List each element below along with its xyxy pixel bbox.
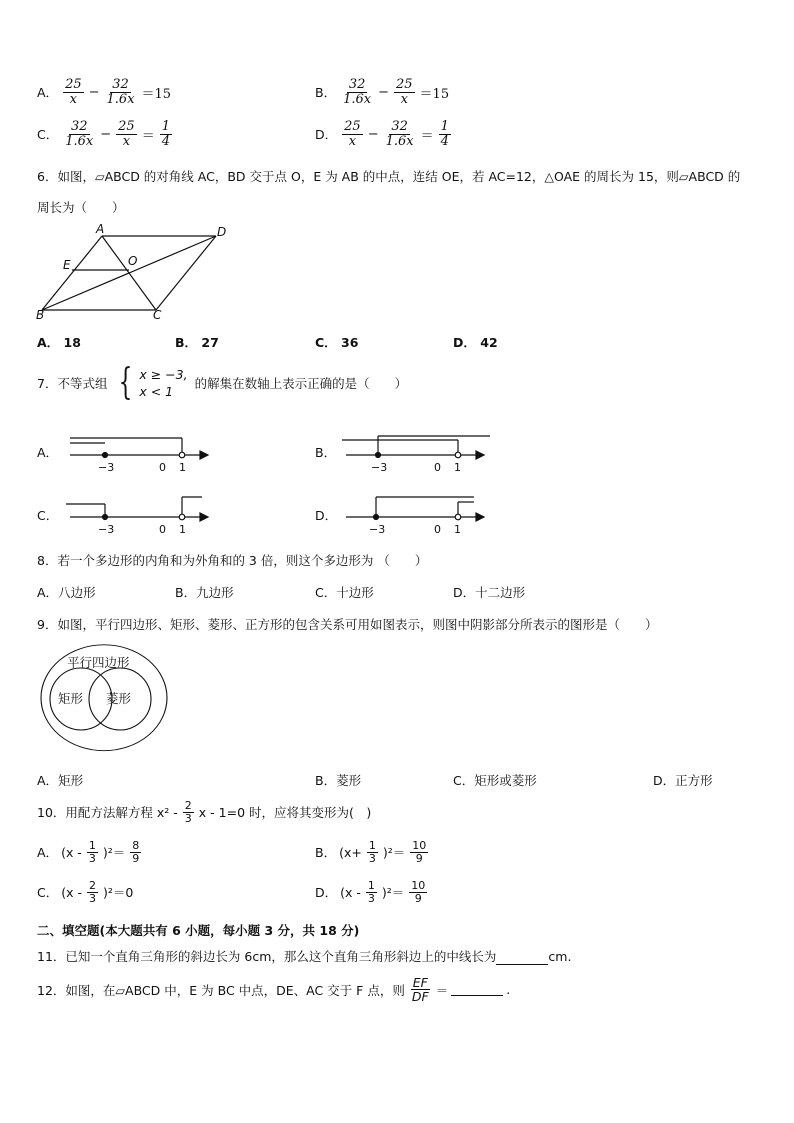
q5-option-c[interactable] [37, 120, 174, 148]
closed-dot [103, 453, 108, 458]
tick-label: −3 [371, 461, 388, 474]
side-dc [156, 236, 216, 310]
q10-option-d[interactable] [315, 880, 429, 904]
fraction: $\frac{10}{9}$ [412, 839, 427, 865]
expr-pre: (x - [61, 884, 82, 900]
q9-venn-diagram [37, 644, 171, 752]
q9-stem: 9．如图，平行四边形、矩形、菱形、正方形的包含关系可用如图表示，则图中阴影部分所表示的图形是（ ） [37, 617, 658, 632]
tick-label: 0 [434, 461, 441, 474]
q9-option-d[interactable]: D．正方形 [653, 773, 713, 788]
fraction: $\frac{2}{3}$ [184, 799, 192, 825]
option-label: B． [315, 85, 337, 101]
q10-option-a[interactable] [37, 840, 143, 864]
q8-option-a[interactable]: A．八边形 [37, 585, 96, 600]
equals-sign: ＝ [141, 128, 155, 144]
fraction: $\frac{25}{x}$ [65, 77, 82, 107]
operator: − [88, 84, 100, 100]
arrow-icon [200, 513, 208, 521]
q7-option-a-number-line[interactable] [62, 430, 212, 475]
q8-option-c[interactable]: C．十边形 [315, 585, 374, 600]
option-label: A． [37, 845, 59, 861]
q6-option-c[interactable]: C． 36 [315, 335, 359, 350]
expr-post: )²＝ [102, 845, 126, 861]
tick-label: 0 [159, 523, 166, 536]
q11-stem-line [37, 947, 571, 965]
open-dot [455, 514, 461, 520]
fraction: $\frac{1}{3}$ [368, 839, 376, 865]
point-label-d: D [217, 225, 227, 239]
fraction: $\frac{32}{1.6x}$ [343, 77, 372, 107]
tick-label: 1 [454, 461, 461, 474]
expr-pre: (x - [340, 884, 361, 900]
q10-option-c[interactable] [37, 880, 133, 904]
q5-option-a[interactable] [37, 78, 171, 106]
closed-dot [374, 515, 379, 520]
equation-rhs: ＝15 [141, 86, 172, 102]
q7-option-d-number-line[interactable] [338, 492, 498, 537]
inequality-1: x ≥ −3, [139, 366, 188, 382]
q12-end: . [506, 982, 511, 998]
tick-label: 1 [179, 461, 186, 474]
closed-dot [103, 515, 108, 520]
q10-stem [37, 800, 371, 824]
q7-option-d-label[interactable]: D． [315, 508, 338, 523]
operator: − [378, 84, 389, 100]
fraction: $\frac{25}{x}$ [118, 119, 135, 149]
q10-stem-pre: 10．用配方法解方程 x² - [37, 805, 178, 821]
q5-option-b[interactable] [315, 78, 449, 106]
q7-option-a-label[interactable]: A． [37, 445, 59, 460]
fraction: $\frac{32}{1.6x}$ [65, 119, 94, 149]
equals-sign: ＝ [435, 982, 449, 998]
open-dot [179, 452, 185, 458]
arrow-icon [476, 513, 484, 521]
brace-icon: { [119, 362, 133, 403]
tick-label: 1 [179, 523, 186, 536]
option-label: A． [37, 85, 59, 101]
inequality-2: x < 1 [139, 384, 174, 399]
open-dot [179, 514, 185, 520]
q7-option-b-label[interactable]: B． [315, 445, 337, 460]
q6-option-a[interactable]: A． 18 [37, 335, 81, 350]
answer-blank[interactable] [451, 983, 503, 996]
option-label: B． [315, 845, 337, 861]
point-label-o: O [128, 254, 138, 268]
q7-stem-pre: 7．不等式组 [37, 376, 108, 391]
q12-stem: 12．如图，在▱ABCD 中，E 为 BC 中点，DE、AC 交于 F 点，则 [37, 982, 405, 998]
section-2-title: 二、填空题(本大题共有 6 小题，每小题 3 分，共 18 分) [37, 923, 360, 938]
expr-post: )²＝0 [103, 885, 134, 901]
arrow-icon [200, 451, 208, 459]
q7-option-c-label[interactable]: C． [37, 508, 59, 523]
q10-option-b[interactable] [315, 840, 430, 864]
closed-dot [376, 453, 381, 458]
q7-stem [37, 362, 408, 403]
inequality-system [114, 362, 188, 403]
answer-blank[interactable] [496, 952, 548, 965]
equals-sign: ＝ [420, 128, 434, 144]
tick-label: −3 [98, 523, 115, 536]
expr-pre: (x - [61, 844, 82, 860]
tick-label: −3 [98, 461, 115, 474]
venn-label-parallelogram: 平行四边形 [67, 655, 130, 670]
fraction: $\frac{EF}{DF}$ [411, 975, 429, 1005]
fraction: $\frac{1}{4}$ [440, 119, 449, 149]
q10-stem-post: x - 1=0 时，应将其变形为( ) [198, 805, 372, 821]
point-label-c: C [153, 308, 162, 322]
tick-label: −3 [369, 523, 386, 536]
q6-stem-line2: 周长为（ ） [37, 200, 125, 215]
fraction: $\frac{8}{9}$ [132, 839, 140, 865]
point-label-e: E [63, 258, 71, 272]
fraction: $\frac{25}{x}$ [344, 119, 361, 149]
option-label: D． [315, 127, 338, 143]
side-ab [42, 236, 102, 310]
option-label: C． [37, 885, 59, 901]
option-label: C． [37, 127, 59, 143]
q9-option-c[interactable]: C．矩形或菱形 [453, 773, 537, 788]
venn-label-rectangle: 矩形 [58, 691, 84, 706]
tick-label: 0 [159, 461, 166, 474]
q7-stem-post: 的解集在数轴上表示正确的是（ ） [194, 376, 408, 391]
open-dot [455, 452, 461, 458]
fraction: $\frac{1}{4}$ [161, 119, 170, 149]
q9-option-b[interactable]: B．菱形 [315, 773, 362, 788]
point-label-a: A [96, 222, 105, 236]
venn-label-rhombus: 菱形 [106, 691, 132, 706]
expr-post: )²＝ [382, 845, 406, 861]
fraction: $\frac{25}{x}$ [396, 77, 413, 107]
equation-rhs: ＝15 [419, 86, 450, 102]
q5-option-d[interactable] [315, 120, 453, 148]
fraction: $\frac{1}{3}$ [367, 879, 375, 905]
q11-unit: cm. [548, 949, 572, 964]
option-label: D． [315, 885, 338, 901]
fraction: $\frac{2}{3}$ [89, 879, 96, 905]
q8-stem: 8．若一个多边形的内角和为外角和的 3 倍，则这个多边形为 （ ） [37, 553, 428, 568]
q12-stem-line [37, 976, 510, 1003]
point-label-b: B [36, 308, 45, 322]
arrow-icon [476, 451, 484, 459]
operator: − [367, 126, 379, 142]
q6-parallelogram-figure [34, 222, 234, 322]
q7-option-b-number-line[interactable] [338, 430, 498, 475]
tick-label: 0 [434, 523, 441, 536]
q6-option-b[interactable]: B． 27 [175, 335, 219, 350]
operator: − [100, 126, 112, 142]
q6-stem-line1: 6．如图，▱ABCD 的对角线 AC，BD 交于点 O，E 为 AB 的中点，连结 OE，若 AC=12，△OAE 的周长为 15，则▱ABCD 的 [37, 169, 741, 184]
q7-option-c-number-line[interactable] [62, 492, 212, 537]
q8-option-b[interactable]: B．九边形 [175, 585, 234, 600]
q6-option-d[interactable]: D． 42 [453, 335, 498, 350]
fraction: $\frac{32}{1.6x}$ [106, 77, 135, 107]
q9-option-a[interactable]: A．矩形 [37, 773, 84, 788]
expr-post: )²＝ [381, 885, 405, 901]
q8-option-d[interactable]: D．十二边形 [453, 585, 526, 600]
fraction: $\frac{1}{3}$ [88, 839, 96, 865]
fraction: $\frac{32}{1.6x}$ [385, 119, 414, 149]
expr-pre: (x+ [339, 844, 362, 860]
q11-stem: 11．已知一个直角三角形的斜边长为 6cm，那么这个直角三角形斜边上的中线长为 [37, 949, 497, 964]
diagonal-bd [42, 236, 216, 310]
fraction: $\frac{10}{9}$ [411, 879, 426, 905]
tick-label: 1 [454, 523, 461, 536]
